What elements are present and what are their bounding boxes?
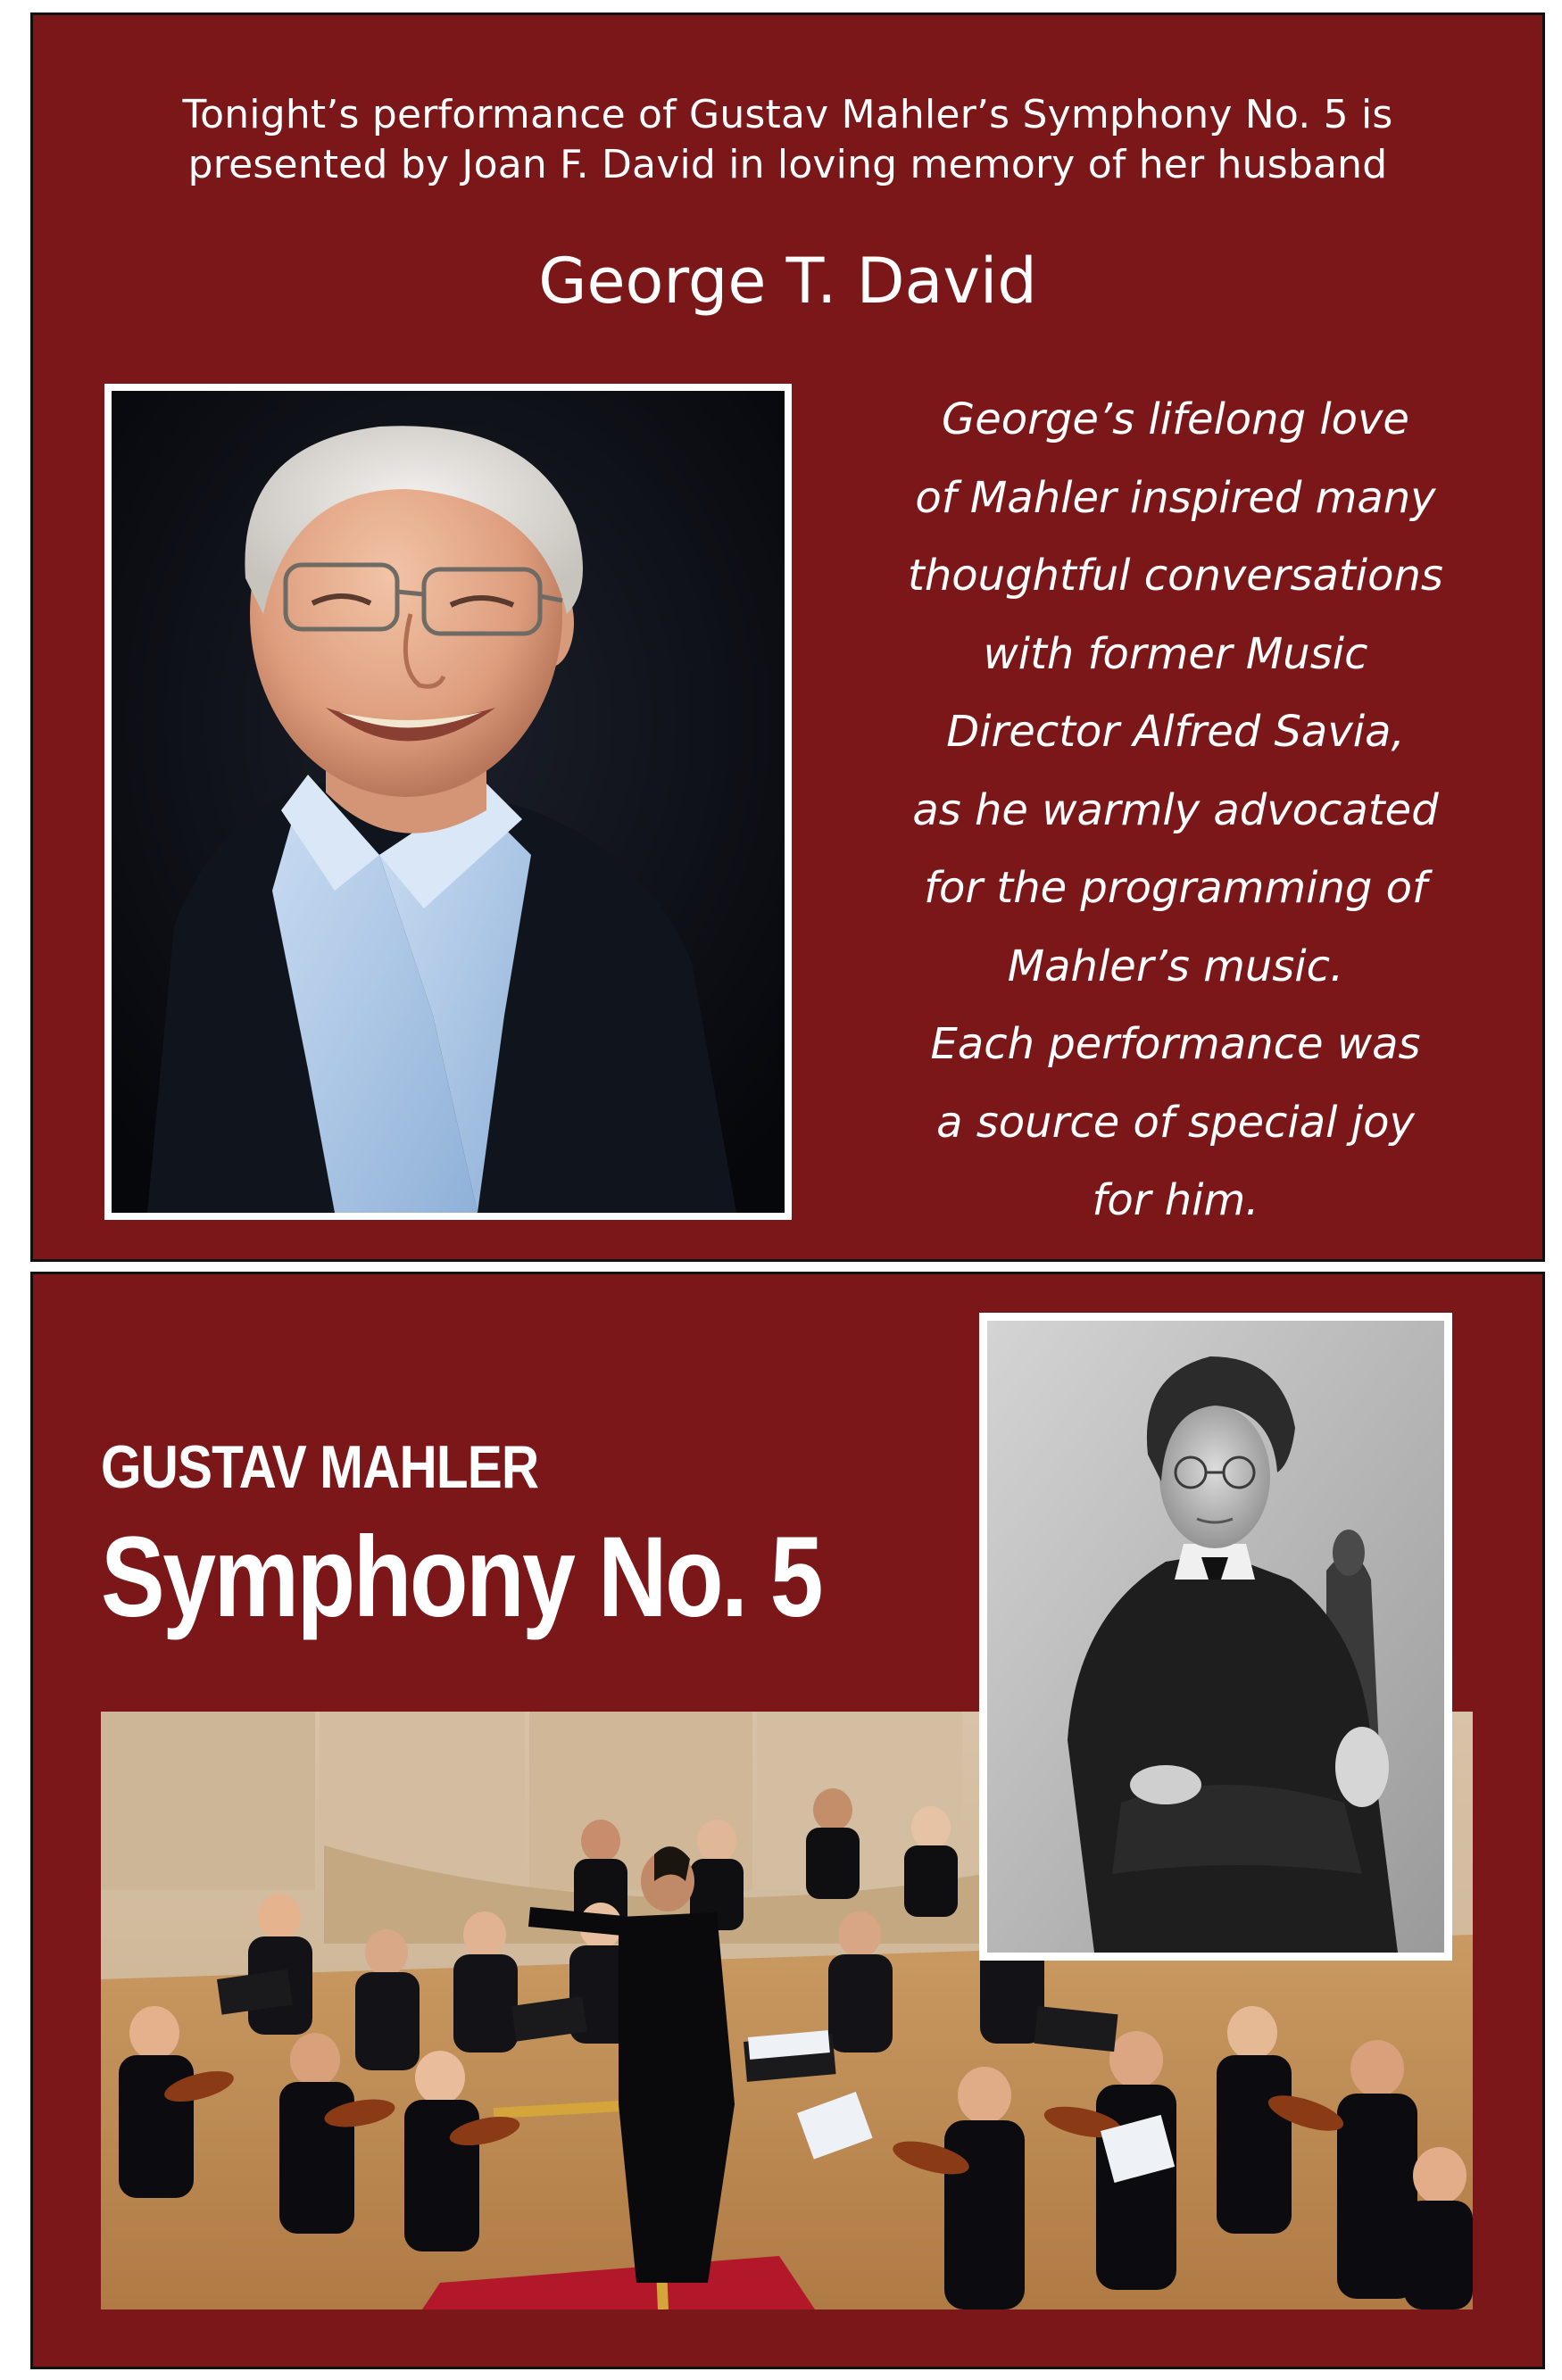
tribute-line: of Mahler inspired many xyxy=(915,472,1436,523)
tribute-line: thoughtful conversations xyxy=(908,551,1443,601)
honoree-photo-frame xyxy=(104,384,792,1220)
intro-line-2: presented by Joan F. David in loving memory of her husband xyxy=(187,142,1388,187)
intro-line-1: Tonight’s performance of Gustav Mahler’s Symphony No. 5 is xyxy=(182,92,1393,137)
dedication-intro xyxy=(33,90,1542,190)
dedication-panel xyxy=(30,12,1545,1262)
tribute-line: Mahler’s music. xyxy=(1007,941,1344,991)
tribute-line: Each performance was xyxy=(930,1019,1421,1069)
program-panel xyxy=(30,1272,1545,2369)
tribute-line: as he warmly advocated xyxy=(912,784,1439,835)
honoree-portrait-photo xyxy=(112,391,785,1213)
tribute-line: George’s lifelong love xyxy=(942,394,1409,444)
tribute-line: a source of special joy xyxy=(936,1097,1415,1148)
tribute-line: for him. xyxy=(1092,1175,1259,1225)
composer-name: GUSTAV MAHLER xyxy=(101,1433,539,1501)
tribute-text xyxy=(818,381,1533,1240)
honoree-name: George T. David xyxy=(538,245,1037,318)
composer-portrait-photo xyxy=(987,1321,1444,1953)
tribute-line: Director Alfred Savia, xyxy=(946,707,1405,757)
tribute-line: with former Music xyxy=(983,628,1368,679)
tribute-line: for the programming of xyxy=(924,863,1427,913)
work-title: Symphony No. 5 xyxy=(101,1513,822,1641)
composer-photo-frame xyxy=(979,1313,1452,1961)
